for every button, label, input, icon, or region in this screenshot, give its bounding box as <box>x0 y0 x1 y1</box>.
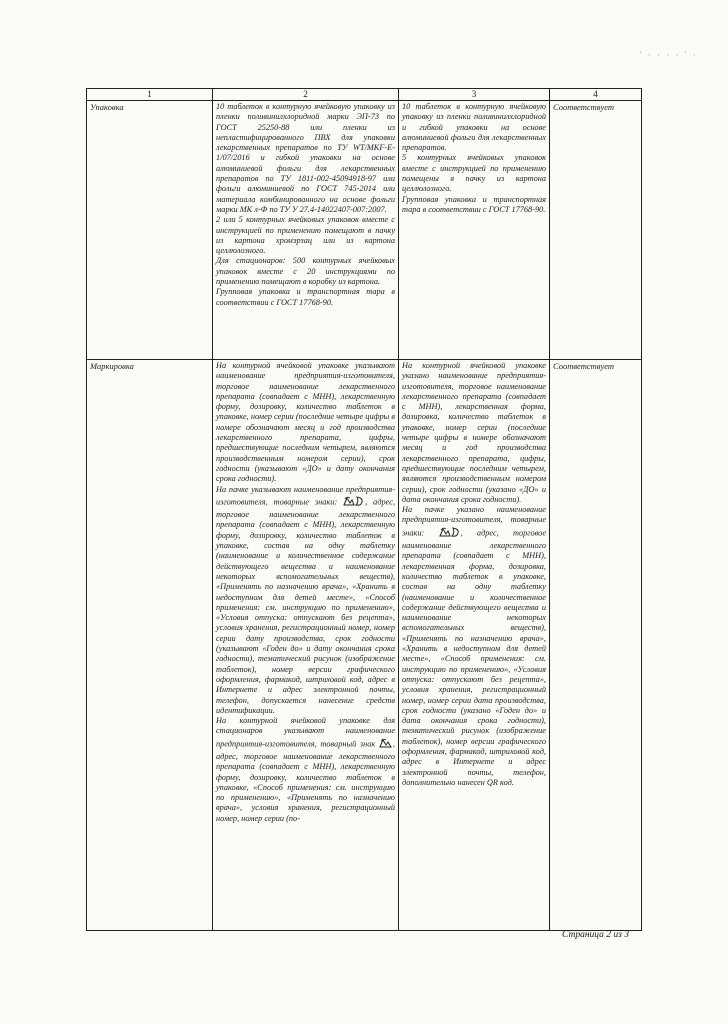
trademark-logo-icon <box>379 737 393 752</box>
marking-requirement-part-2: , адрес, торговое наименование лекарственного препарата (совпадает с МНН), лекарственную форму, дозировку, количество таблеток в упаковке, состав на одну таблетку (наименование и количественное содержание действующего вещества и наименование некоторых вспомогательных веществ), «Применять по назначению врача», «Хранить в недоступном для детей месте», «Способ применения: см. инструкцию по применению», «Условия отпуска: отпускают без рецепта», условия хранения, регистрационный номер, номер серии дату производства, срок годности (указывают «Годен до» и дату окончания срока годности), тематический рисунок (изображение таблеток), номер версии графического оформления, фармакод, штриховой код, адрес в Интернете и адрес электронной почты, телефон, допускается нанесение средств идентификации. На контурной ячейковой упаковке для стационаров указывают наименование предприятия-изготовителя, товарный знак <box>216 497 395 749</box>
marking-status: Соответствует <box>553 361 615 371</box>
scan-artifact-mark: ' · · · · ' · <box>640 50 698 60</box>
row-label-cell <box>87 360 213 931</box>
column-header-3: 3 <box>399 89 550 101</box>
status-cell <box>550 101 642 360</box>
table-row-marking <box>87 360 642 931</box>
actual-cell <box>399 101 550 360</box>
page-number-footer: Страница 2 из 3 <box>562 930 629 940</box>
requirement-cell <box>213 360 399 931</box>
trademark-logo-icon <box>343 495 365 510</box>
marking-requirement-part-1: На контурной ячейковой упаковке указывают наименование предприятия-изготовителя, торговое наименование лекарственного препарата (совпадает с МНН), лекарственную форму, дозировку, количество таблеток в упаковке, номер серии (последние четыре цифры в номере обозначают месяц и год производства лекарственного препарата, цифры, предшествующие последним четырем, являются производственным номером серии), срок годности (указывают «ДО» и дату окончания срока годности). На пачке указывают наименование предприятия-изготовителя, товарные знаки: <box>216 361 395 507</box>
actual-cell <box>399 360 550 931</box>
trademark-logo-icon <box>439 526 461 541</box>
packaging-actual-text: 10 таблеток в контурную ячейковую упаковку из пленки поливинилхлоридной и гибкой упаковки на основе алюминиевой фольги для лекарственных препаратов. 5 контурных ячейковых упаковок вместе с инструкцией по применению помещены в пачку из картона целлюлозного. Групповая упаковка и транспортная тара в соответствии с ГОСТ 17768-90. <box>402 102 546 214</box>
marking-actual-text <box>402 361 546 788</box>
requirement-cell <box>213 101 399 360</box>
packaging-requirement-text: 10 таблеток в контурную ячейковую упаковку из пленки поливинилхлоридной марки ЭП-73 по ГОСТ 25250-88 или пленки из непластифицированного ПВХ для упаковки лекарственных препаратов по ТУ WT/MKF-E-1/07/2016 и гибкой упаковки на основе алюминиевой фольги для лекарственных препаратов по ТУ 1811-002-45094918-97 или фольги алюминиевой по ГОСТ 745-2014 или материала комбинированного на основе фольги марки МК л-Ф по ТУ У 27.4-14022407-007:2007. 2 или 5 контурных ячейковых упаковок вместе с инструкцией по применению помещают в пачку из картона хромэрзац или из картона целлюлозного. Для стационаров: 500 контурных ячейковых упаковок вместе с 20 инструкциями по применению помещают в коробку из картона. Групповая упаковка и транспортная тара в соответствии с ГОСТ 17768-90. <box>216 102 395 307</box>
packaging-status: Соответствует <box>553 102 615 112</box>
status-cell <box>550 360 642 931</box>
row-label-packaging: Упаковка <box>90 102 124 112</box>
row-label-marking: Маркировка <box>90 361 134 371</box>
specification-table <box>86 88 642 931</box>
marking-requirement-part-3: , адрес, торговое наименование лекарственного препарата (совпадает с МНН), лекарственную форму, дозировку, количество таблеток в упаковке, «Способ применения: см. инструкцию по применению», «Применять по назначению врача», условия хранения, регистрационный номер, номер серии (по- <box>216 739 395 823</box>
marking-actual-part-1: На контурной ячейковой упаковке указано наименование предприятия-изготовителя, торговое наименование лекарственного препарата (совпадает с МНН), лекарственная форма, дозировка, количество таблеток в упаковке, номер серии (последние четыре цифры в номере обозначают месяц и год производства лекарственного препарата, цифры, предшествующие последним четырем, являются производственным номером серии), срок годности (указано «ДО» и дата окончания срока годности). На пачке указано наименование предприятия-изготовителя, товарные знаки: <box>402 361 546 538</box>
table-row-packaging <box>87 101 642 360</box>
column-header-4: 4 <box>550 89 642 101</box>
marking-actual-part-2: , адрес, торговое наименование лекарственного препарата (совпадает с МНН), лекарственная форма, дозировка, количество таблеток в упаковке, состав на одну таблетку (наименование и количественное содержание действующего вещества и наименование некоторых вспомогательных веществ), «Применять по назначению врача», «Хранить в недоступном для детей месте», «Способ применения: см. инструкцию по применению», «Условия отпуска: отпускают без рецепта», условия хранения, регистрационный номер, номер серии дата производства, срок годности (указано «Годен до» и дата окончания срока годности), тематический рисунок (изображение таблеток), номер версии графического оформления, фармакод, штриховой код, адрес в Интернете и адрес электронной почты, телефон, дополнительно нанесен QR код. <box>402 528 547 787</box>
table-header-row <box>87 89 642 101</box>
column-header-1: 1 <box>87 89 213 101</box>
marking-requirement-text <box>216 361 395 824</box>
column-header-2: 2 <box>213 89 399 101</box>
row-label-cell <box>87 101 213 360</box>
